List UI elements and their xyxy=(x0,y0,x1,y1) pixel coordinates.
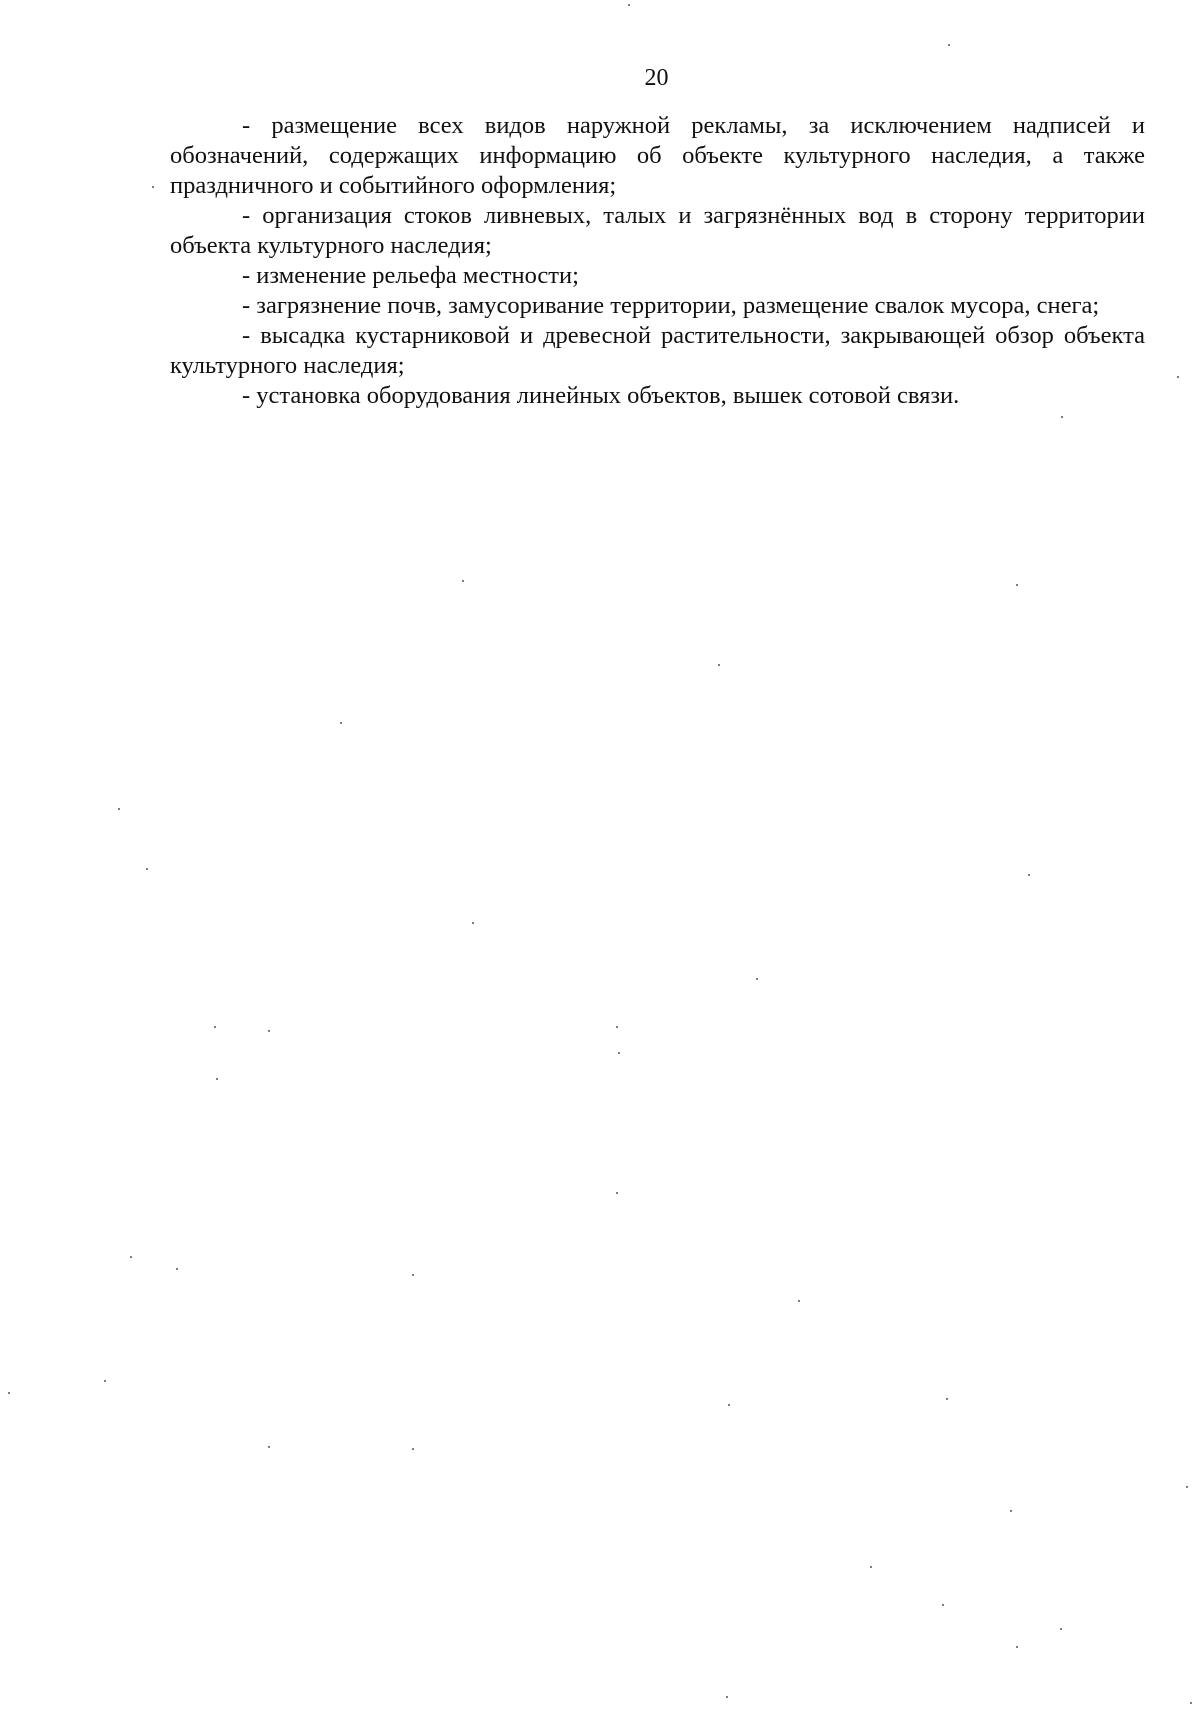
scan-speck xyxy=(268,1446,270,1448)
scan-speck xyxy=(216,1078,218,1080)
scan-speck xyxy=(616,1026,618,1028)
restriction-item: - высадка кустарниковой и древесной растительности, закрывающей обзор объекта культурного наследия; xyxy=(170,322,1145,379)
scan-speck xyxy=(412,1274,414,1276)
scan-speck xyxy=(462,580,464,582)
scan-speck xyxy=(412,1448,414,1450)
scan-speck xyxy=(176,1268,178,1270)
scan-speck xyxy=(130,1256,132,1258)
scan-speck xyxy=(268,1030,270,1032)
scan-speck xyxy=(618,1052,620,1054)
scan-speck xyxy=(726,1696,728,1698)
scan-speck xyxy=(946,1398,948,1400)
scan-speck xyxy=(472,922,474,924)
restriction-item: - организация стоков ливневых, талых и загрязнённых вод в сторону территории объекта культурного наследия; xyxy=(170,202,1145,259)
scan-speck xyxy=(118,808,120,810)
restriction-item: - размещение всех видов наружной рекламы, за исключением надписей и обозначений, содержащих информацию об объекте культурного наследия, а также праздничного и событийного оформления; xyxy=(170,112,1145,199)
restrictions-list xyxy=(170,111,1145,411)
scan-speck xyxy=(616,1192,618,1194)
scan-speck xyxy=(728,1404,730,1406)
scan-speck xyxy=(1190,1702,1192,1704)
scan-speck xyxy=(756,978,758,980)
scan-speck xyxy=(1177,376,1179,378)
scan-speck xyxy=(798,1300,800,1302)
scan-speck xyxy=(948,44,950,46)
restriction-item: - загрязнение почв, замусоривание территории, размещение свалок мусора, снега; xyxy=(242,292,1100,319)
scan-speck xyxy=(718,664,720,666)
scan-speck xyxy=(8,1392,10,1394)
scan-speck xyxy=(152,186,154,188)
scan-speck xyxy=(942,1604,944,1606)
scan-speck xyxy=(340,722,342,724)
scan-speck xyxy=(1028,874,1030,876)
scan-speck xyxy=(1010,1510,1012,1512)
scan-speck xyxy=(104,1380,106,1382)
scan-speck xyxy=(870,1566,872,1568)
scan-speck xyxy=(146,868,148,870)
scan-speck xyxy=(1060,1628,1062,1630)
scan-speck xyxy=(1016,584,1018,586)
scan-speck xyxy=(1061,416,1063,418)
scan-speck xyxy=(1016,1646,1018,1648)
restriction-item: - изменение рельефа местности; xyxy=(242,262,579,289)
scan-speck xyxy=(214,1026,216,1028)
scan-speck xyxy=(628,4,630,6)
restriction-item: - установка оборудования линейных объектов, вышек сотовой связи. xyxy=(242,382,960,409)
scan-speck xyxy=(1186,1486,1188,1488)
page-number: 20 xyxy=(644,65,669,91)
